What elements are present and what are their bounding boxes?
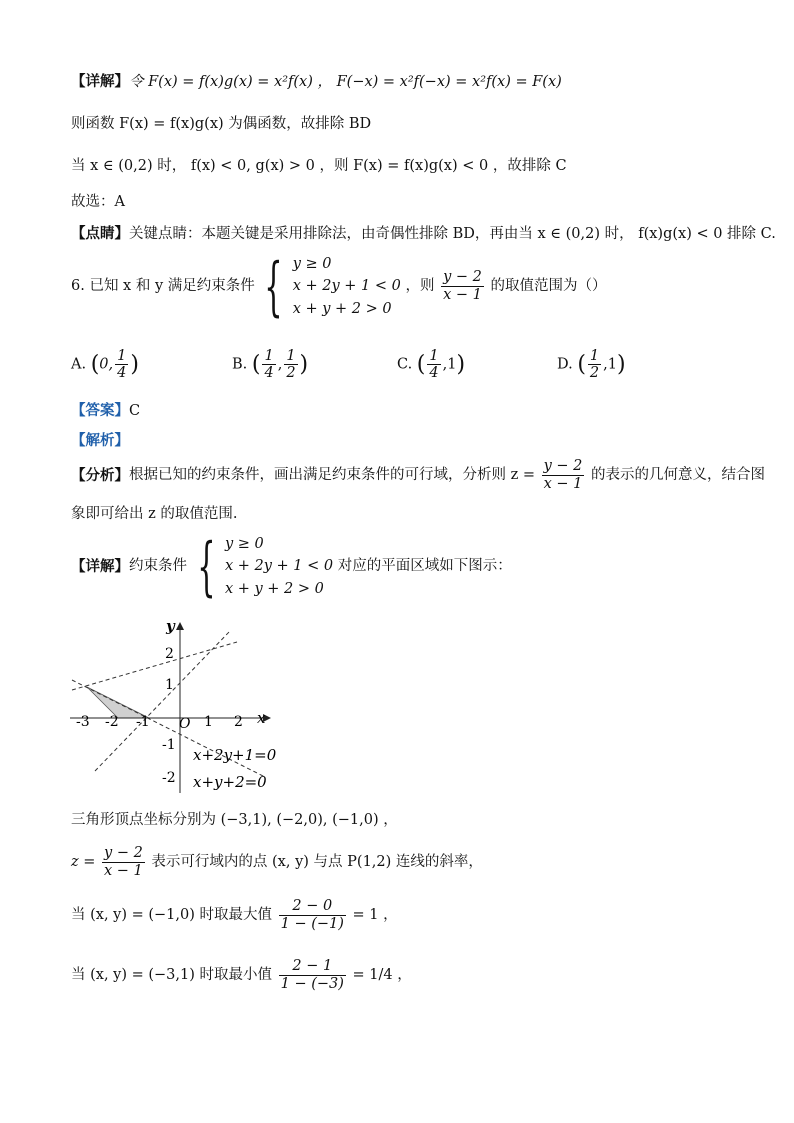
option-a-label: A. [71,356,87,373]
q6-constraint-3: x + y + 2 > 0 [292,300,392,317]
detail-constraint-1: y ≥ 0 [224,536,264,552]
detail-suffix: 对应的平面区域如下图示： [337,558,512,574]
origin-label: O [179,716,191,732]
sign-analysis: 当 x ∈ (0,2) 时， f(x) < 0, g(x) > 0 ，则 F(x) = f(x)g(x) < 0 ，故排除 C [71,158,567,174]
option-a-rparen: ) [130,352,139,377]
q6-constraints [293,253,401,320]
x-tick-1: 1 [204,714,213,730]
detail-tag-2: 【详解】 [71,558,129,575]
min-fraction [279,958,346,994]
slope-text: 表示可行域内的点 (x, y) 与点 P(1,2) 连线的斜率， [151,854,483,871]
slope-fraction [102,845,145,881]
detail-prefix: 约束条件 [129,558,187,574]
analysis-tag: 【解析】 [71,432,129,449]
vertices-line [71,812,398,829]
q6-suffix: 的取值范围为（） [490,278,607,294]
choice-line [71,194,125,211]
option-a: A. (0, $\frac{1}{4}$ ) [71,348,139,381]
max-prefix: 当 (x, y) = (−1,0) 时取最大值 [71,907,273,924]
fenxi-text-2: 的表示的几何意义，结合图 [591,467,766,484]
option-c: C. ( $\frac{1}{4}$ ,1) [397,348,466,381]
detail-constraints-line [71,529,512,604]
q6-brace: { [264,249,283,324]
max-fraction [279,898,346,934]
q6-numerator: y − 2 [441,269,484,287]
max-numerator: 2 − 0 [279,898,346,916]
key-point-text: 关键点睛：本题关键是采用排除法，由奇偶性排除 BD，再由当 x ∈ (0,2) 时， f(x)g(x) < 0 排除 C. [129,226,776,242]
option-a-lparen: ( [90,352,100,377]
answer-tag: 【答案】 [71,402,129,419]
slope-numerator: y − 2 [102,845,145,863]
x-tick-2: 2 [234,714,243,730]
even-function-conclusion: 则函数 F(x) = f(x)g(x) 为偶函数，故排除 BD [71,116,372,132]
fenxi-fraction [542,458,585,494]
q6-mid: ，则 [405,278,435,294]
min-prefix: 当 (x, y) = (−3,1) 时取最小值 [71,967,273,984]
evenness-derivation: 令 F(x) = f(x)g(x) = x²f(x) ， F(−x) = x²f(−x) = x²f(x) = F(x) [129,74,562,90]
detail-brace: { [196,529,216,604]
x-tick-minus-1: -1 [136,714,150,730]
q6-fraction [441,269,484,305]
x-axis-label: x [257,709,266,727]
max-denominator: 1 − (−1) [280,916,344,933]
line2-label: x+y+2=0 [193,773,267,791]
detail-constraint-3: x + y + 2 > 0 [224,580,324,597]
analysis-line [71,432,129,450]
min-suffix: = 1/4 ， [352,967,412,984]
option-a-frac: $\frac{1}{4}$ [117,348,127,381]
min-line [71,958,412,994]
x-tick-minus-3: -3 [76,714,90,730]
detail-line-3 [71,158,567,175]
key-point-line [71,225,776,243]
fenxi-line-1 [71,458,765,494]
max-suffix: = 1 ， [352,907,398,924]
question-6 [71,249,607,324]
fenxi-text-3: 象即可给出 z 的取值范围. [71,506,238,522]
detail-line-2 [71,116,371,133]
x-tick-minus-2: -2 [105,714,119,730]
y-tick-2: 2 [165,646,174,662]
slope-denominator: x − 1 [104,863,143,880]
q6-constraint-2: x + 2y + 1 < 0 [292,278,401,295]
option-b-label: B. [232,356,248,373]
detail-tag: 【详解】 [71,73,129,90]
option-b: B. ( $\frac{1}{4}$ , $\frac{1}{2}$ ) [232,348,309,381]
answer-value: C [129,403,141,419]
feasible-region-graph [65,613,285,798]
y-tick-minus-1: -1 [162,737,176,753]
option-d: D. ( $\frac{1}{2}$ ,1) [557,348,626,381]
slope-line-text [71,845,483,881]
option-c-label: C. [397,356,413,373]
max-line [71,898,398,934]
option-d-label: D. [557,356,573,373]
fenxi-numerator: y − 2 [542,458,585,476]
q6-denominator: x − 1 [443,287,482,304]
detail-constraints [225,533,333,600]
y-tick-minus-2: -2 [162,770,176,786]
detail-constraint-2: x + 2y + 1 < 0 [224,558,334,575]
slope-prefix: z = [71,854,96,871]
y-tick-1: 1 [165,677,174,693]
detail-line-1 [71,73,562,91]
fenxi-denominator: x − 1 [543,476,583,493]
fenxi-text-1: 根据已知的约束条件，画出满足约束条件的可行域，分析则 z = [129,467,536,484]
y-axis-label: y [166,617,175,635]
fenxi-tag: 【分析】 [71,467,129,485]
q6-prefix: 6. 已知 x 和 y 满足约束条件 [71,278,255,294]
min-denominator: 1 − (−3) [280,976,344,993]
vertices-text: 三角形顶点坐标分别为 (−3,1), (−2,0), (−1,0) ， [71,812,398,828]
key-point-tag: 【点睛】 [71,225,129,242]
fenxi-line-2 [71,506,237,523]
choice-text: 故选：A [71,194,125,210]
answer-line [71,402,140,420]
line1-label: x+2y+1=0 [193,746,277,764]
min-numerator: 2 − 1 [279,958,346,976]
q6-constraint-1: y ≥ 0 [292,256,332,272]
